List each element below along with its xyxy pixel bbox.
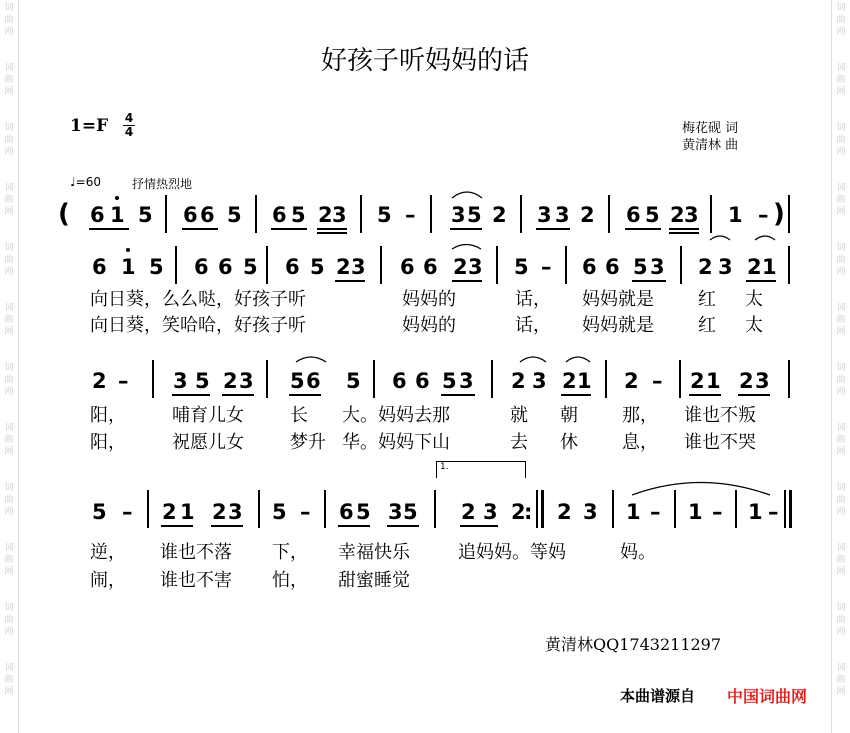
note-glyph: 6	[415, 369, 430, 393]
note-glyph: –	[118, 369, 129, 393]
lyric-line: 息，	[622, 432, 658, 453]
note-glyph: 2	[739, 369, 754, 393]
note-glyph: 2	[747, 255, 762, 279]
first-ending-bracket	[436, 461, 526, 478]
octave-dot	[115, 196, 119, 200]
barline	[360, 195, 362, 233]
beam-underline	[182, 228, 218, 230]
lyric-line: 大。妈妈去那	[342, 405, 450, 426]
barline	[710, 195, 712, 233]
note-glyph: 5	[346, 369, 361, 393]
note-glyph: –	[650, 500, 661, 524]
note-glyph: :	[524, 500, 533, 524]
note-glyph: 5	[291, 203, 306, 227]
barline	[674, 490, 676, 528]
watermark-mark: 词 曲 网	[836, 63, 846, 97]
note-glyph: 2	[92, 369, 107, 393]
beam-underline	[335, 280, 365, 282]
barline	[612, 490, 614, 528]
note-glyph: 1	[748, 500, 763, 524]
lyric-line: 那，	[622, 405, 658, 426]
note-glyph: –	[652, 369, 663, 393]
first-ending-label: 1.	[440, 462, 449, 472]
note-glyph: 2	[698, 255, 713, 279]
lyric-line: 向日葵，么么哒，好孩子听	[90, 289, 306, 310]
note-glyph: 1	[728, 203, 743, 227]
watermark-mark: 词 曲 网	[836, 483, 846, 517]
lyric-line: 妈妈就是	[582, 315, 654, 336]
beam-underline	[161, 525, 193, 527]
note-glyph: 1	[706, 369, 721, 393]
lyric-line: 太	[745, 315, 763, 336]
note-glyph: 6	[90, 203, 105, 227]
watermark-mark: 词 曲 网	[4, 363, 14, 397]
barline	[735, 490, 737, 528]
lyric-line: 话，	[515, 315, 551, 336]
note-glyph: 3	[537, 203, 552, 227]
watermark-mark: 词 曲 网	[836, 303, 846, 337]
note-glyph: 3	[650, 255, 665, 279]
note-glyph: 5	[92, 500, 107, 524]
note-glyph: 2	[461, 500, 476, 524]
watermark-mark: 词 曲 网	[4, 303, 14, 337]
note-glyph: 2	[336, 255, 351, 279]
note-glyph: 5	[227, 203, 242, 227]
note-glyph: 3	[239, 369, 254, 393]
lyric-line: 向日葵，笑哈哈，好孩子听	[90, 315, 306, 336]
barline	[605, 360, 607, 398]
note-glyph: 5	[403, 500, 418, 524]
watermark-mark: 词 曲 网	[4, 183, 14, 217]
barline	[147, 490, 149, 528]
source-site-link[interactable]: 中国词曲网	[727, 687, 808, 706]
note-glyph: 5	[138, 203, 153, 227]
note-glyph: 3	[555, 203, 570, 227]
barline	[165, 195, 167, 233]
note-glyph: 5	[377, 203, 392, 227]
beam-underline	[222, 394, 254, 396]
note-glyph: 6	[272, 203, 287, 227]
watermark-mark: 词 曲 网	[836, 663, 846, 697]
beam-underline	[317, 232, 347, 234]
note-glyph: 1	[626, 500, 641, 524]
barline	[565, 246, 567, 284]
beam-underline	[211, 525, 243, 527]
barline	[541, 490, 544, 528]
lyric-line: 华。妈妈下山	[342, 432, 450, 453]
credits	[682, 120, 738, 154]
watermark-mark: 词 曲 网	[836, 363, 846, 397]
lyric-line: 阳，	[90, 432, 126, 453]
barline	[496, 246, 498, 284]
barline	[430, 195, 432, 233]
note-glyph: 1	[180, 500, 195, 524]
note-glyph: 2	[511, 500, 526, 524]
note-glyph: 5	[442, 369, 457, 393]
note-glyph: 5	[467, 203, 482, 227]
note-glyph: 2	[670, 203, 685, 227]
watermark-mark: 词 曲 网	[4, 483, 14, 517]
arranger-signature: 黄清林QQ1743211297	[545, 635, 722, 654]
lyric-line: 谁也不叛	[684, 405, 756, 426]
note-glyph: 3	[755, 369, 770, 393]
note-glyph: 6	[626, 203, 641, 227]
note-glyph: 5	[645, 203, 660, 227]
lyric-line: 谁也不落	[160, 542, 232, 563]
lyric-line: 红	[698, 289, 716, 310]
lyric-line: 甜蜜睡觉	[338, 570, 410, 591]
beam-underline	[271, 228, 307, 230]
note-glyph: 3	[684, 203, 699, 227]
note-glyph: 3	[451, 203, 466, 227]
lyric-line: 妈妈的	[402, 315, 456, 336]
beam-underline	[460, 525, 498, 527]
note-glyph: 2	[223, 369, 238, 393]
note-glyph: 5	[243, 255, 258, 279]
note-glyph: 5	[149, 255, 164, 279]
note-glyph: 3	[718, 255, 733, 279]
note-glyph: 1	[762, 255, 777, 279]
note-glyph: 2	[492, 203, 507, 227]
lyric-line: 幸福快乐	[338, 542, 410, 563]
beam-underline	[289, 394, 321, 396]
note-glyph: –	[712, 500, 723, 524]
note-glyph: 6	[285, 255, 300, 279]
note-glyph: 3	[459, 369, 474, 393]
note-glyph: 3	[228, 500, 243, 524]
beam-underline	[561, 394, 591, 396]
lyric-line: 妈妈的	[402, 289, 456, 310]
barline	[491, 360, 493, 398]
watermark-mark: 词 曲 网	[836, 423, 846, 457]
note-glyph: 6	[194, 255, 209, 279]
barline	[152, 360, 154, 398]
note-glyph: 2	[162, 500, 177, 524]
octave-dot	[126, 248, 130, 252]
lyric-line: 太	[745, 289, 763, 310]
barline	[175, 246, 177, 284]
note-glyph: –	[122, 500, 133, 524]
note-glyph: 1	[121, 255, 136, 279]
note-glyph: 6	[183, 203, 198, 227]
beam-underline	[172, 394, 210, 396]
beam-underline	[89, 228, 129, 230]
lyric-line: 就	[510, 405, 528, 426]
note-glyph: 6	[392, 369, 407, 393]
note-glyph: 3	[583, 500, 598, 524]
time-signature: 4 4	[124, 111, 134, 139]
note-glyph: –	[300, 500, 311, 524]
right-watermark-strip	[831, 0, 850, 733]
lyric-line: 长	[290, 405, 308, 426]
lyric-line: 下，	[272, 542, 308, 563]
barline	[324, 490, 326, 528]
lyric-line: 妈。	[620, 542, 656, 563]
note-glyph: 3	[173, 369, 188, 393]
note-glyph: 2	[453, 255, 468, 279]
lyric-line: 阳，	[90, 405, 126, 426]
barline	[789, 490, 792, 528]
barline	[258, 490, 260, 528]
beam-underline	[689, 394, 721, 396]
beam-underline	[441, 394, 475, 396]
watermark-mark: 词 曲 网	[4, 123, 14, 157]
beam-underline	[338, 525, 370, 527]
note-glyph: 5	[272, 500, 287, 524]
barline	[788, 246, 790, 284]
watermark-mark: 词 曲 网	[4, 663, 14, 697]
note-glyph: 6	[582, 255, 597, 279]
key-signature: 1=F	[70, 116, 109, 136]
note-glyph: 6	[605, 255, 620, 279]
watermark-mark: 词 曲 网	[4, 63, 14, 97]
barline	[536, 490, 538, 528]
intro-close-paren: )	[773, 199, 785, 229]
lyric-line: 梦升	[290, 432, 326, 453]
watermark-mark: 词 曲 网	[4, 543, 14, 577]
barline	[266, 360, 268, 398]
expression-marking: 抒情热烈地	[132, 177, 193, 191]
lyric-line: 逆，	[90, 542, 126, 563]
barline	[434, 490, 436, 528]
note-glyph: 2	[511, 369, 526, 393]
watermark-mark: 词 曲 网	[836, 543, 846, 577]
beam-underline	[452, 280, 482, 282]
note-glyph: 5	[633, 255, 648, 279]
note-glyph: 2	[318, 203, 333, 227]
source-label: 本曲谱源自	[620, 687, 696, 705]
note-glyph: 2	[580, 203, 595, 227]
watermark-mark: 词 曲 网	[4, 3, 14, 37]
note-glyph: 6	[92, 255, 107, 279]
lyric-line: 红	[698, 315, 716, 336]
beam-underline	[746, 280, 776, 282]
lyric-line: 妈妈就是	[582, 289, 654, 310]
beam-underline	[536, 228, 570, 230]
left-watermark-strip	[0, 0, 19, 733]
note-glyph: –	[758, 203, 769, 227]
note-glyph: 3	[532, 369, 547, 393]
watermark-mark: 词 曲 网	[4, 423, 14, 457]
note-glyph: 1	[577, 369, 592, 393]
note-glyph: 3	[332, 203, 347, 227]
barline	[255, 195, 257, 233]
note-glyph: –	[541, 255, 552, 279]
lyric-line: 朝	[560, 405, 578, 426]
note-glyph: 3	[351, 255, 366, 279]
intro-open-paren: (	[58, 199, 70, 229]
lyric-line: 闹，	[90, 570, 126, 591]
watermark-mark: 词 曲 网	[4, 243, 14, 277]
note-glyph: 5	[310, 255, 325, 279]
note-glyph: 5	[514, 255, 529, 279]
watermark-mark: 词 曲 网	[836, 603, 846, 637]
watermark-mark: 词 曲 网	[836, 123, 846, 157]
note-glyph: 2	[562, 369, 577, 393]
watermark-mark: 词 曲 网	[836, 3, 846, 37]
note-glyph: 6	[400, 255, 415, 279]
note-glyph: 1	[688, 500, 703, 524]
note-glyph: 5	[290, 369, 305, 393]
lyric-line: 谁也不害	[160, 570, 232, 591]
watermark-mark: 词 曲 网	[836, 243, 846, 277]
barline	[680, 246, 682, 284]
beam-underline	[625, 228, 661, 230]
note-glyph: –	[768, 500, 779, 524]
beam-underline	[632, 280, 666, 282]
note-glyph: 6	[339, 500, 354, 524]
beam-underline	[387, 525, 419, 527]
tempo-marking: ♩=60	[70, 175, 101, 189]
beam-underline	[450, 228, 482, 230]
note-glyph: 3	[468, 255, 483, 279]
barline	[788, 360, 790, 398]
note-glyph: 2	[212, 500, 227, 524]
note-glyph: 2	[690, 369, 705, 393]
song-title: 好孩子听妈妈的话	[320, 46, 529, 76]
note-glyph: 6	[200, 203, 215, 227]
beam-underline	[669, 228, 699, 230]
barline	[373, 360, 375, 398]
note-glyph: 6	[423, 255, 438, 279]
beam-underline	[669, 232, 699, 234]
lyric-line: 谁也不哭	[684, 432, 756, 453]
watermark-mark: 词 曲 网	[4, 603, 14, 637]
barline	[266, 246, 268, 284]
lyricist-credit: 梅花砚 词	[682, 121, 739, 136]
note-glyph: –	[405, 203, 416, 227]
lyric-line: 去	[510, 432, 528, 453]
note-glyph: 2	[557, 500, 572, 524]
note-glyph: 6	[306, 369, 321, 393]
lyric-line: 怕，	[272, 570, 308, 591]
barline	[380, 246, 382, 284]
composer-credit: 黄清林 曲	[682, 138, 739, 153]
note-glyph: 3	[388, 500, 403, 524]
barline	[608, 195, 610, 233]
barline	[784, 490, 786, 528]
lyric-line: 哺育儿女	[172, 405, 244, 426]
lyric-line: 休	[560, 432, 578, 453]
beam-underline	[738, 394, 770, 396]
lyric-line: 话，	[515, 289, 551, 310]
note-glyph: 3	[483, 500, 498, 524]
note-glyph: 1	[110, 203, 125, 227]
note-glyph: 2	[624, 369, 639, 393]
note-glyph: 5	[195, 369, 210, 393]
barline	[679, 360, 681, 398]
beam-underline	[317, 228, 347, 230]
lyric-line: 追妈妈。等妈	[458, 542, 566, 563]
note-glyph: 5	[356, 500, 371, 524]
lyric-line: 祝愿儿女	[172, 432, 244, 453]
barline	[520, 195, 522, 233]
note-glyph: 6	[218, 255, 233, 279]
watermark-mark: 词 曲 网	[836, 183, 846, 217]
barline	[788, 195, 790, 233]
